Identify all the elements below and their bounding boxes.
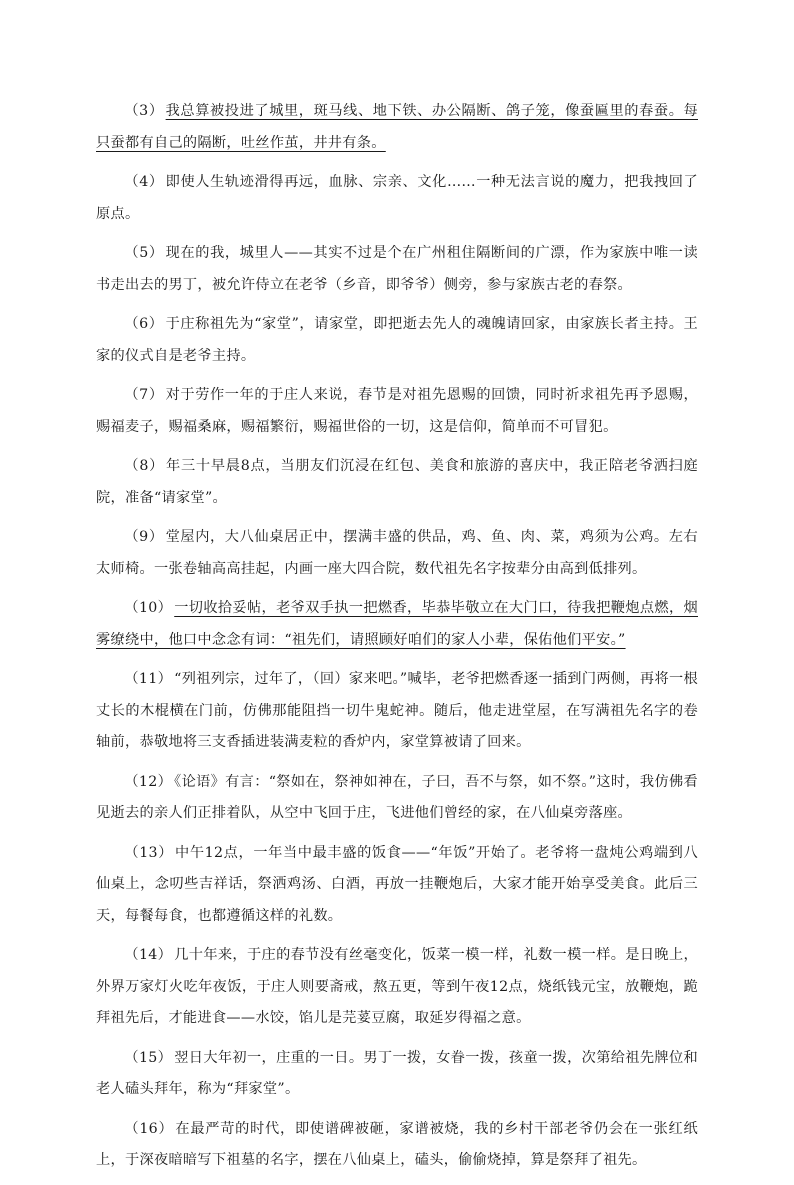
paragraph-number: （16） — [124, 1120, 174, 1137]
paragraph — [96, 522, 698, 585]
paragraph-number: （8） — [124, 458, 165, 474]
paragraph — [96, 593, 698, 656]
paragraph-number: （13） — [124, 844, 174, 861]
paragraph-number: （6） — [124, 316, 164, 332]
article-body — [96, 96, 698, 1185]
paragraph — [96, 767, 698, 830]
paragraph — [96, 309, 698, 372]
paragraph — [96, 238, 698, 301]
paragraph-number: （12） — [124, 773, 173, 790]
paragraph-text: 年三十早晨8点，当朋友们沉浸在红包、美食和旅游的喜庆中，我正陪老爷洒扫庭院，准备“请家堂”。 — [96, 458, 698, 506]
paragraph-text: 在最严苛的时代，即使谱碑被砸，家谱被烧，我的乡村干部老爷仍会在一张红纸上，于深夜暗暗写下祖墓的名字，摆在八仙桌上，磕头，偷偷烧掉，算是祭拜了祖先。 — [96, 1120, 698, 1168]
paragraph-text: 几十年来，于庄的春节没有丝毫变化，饭菜一模一样，礼数一模一样。是日晚上，外界万家灯火吃年夜饭，于庄人则要斋戒，熬五更，等到午夜12点，烧纸钱元宝，放鞭炮，跪拜祖先后，才能进食——水饺，馅儿是芫荽豆腐，取延岁得福之意。 — [96, 947, 698, 1026]
paragraph — [96, 664, 698, 759]
underlined-text: 我总算被投进了城里，斑马线、地下铁、办公隔断、鸽子笼，像蚕匾里的春蚕。每只蚕都有自己的隔断，吐丝作茧，井井有条。 — [96, 103, 698, 151]
paragraph-text: 《论语》有言：“祭如在，祭神如神在，子曰，吾不与祭，如不祭。”这时，我仿佛看见逝去的亲人们正排着队，从空中飞回于庄，飞进他们曾经的家，在八仙桌旁落座。 — [96, 773, 698, 821]
paragraph-number: （11） — [124, 671, 173, 687]
paragraph — [96, 838, 698, 933]
paragraph-text: 对于劳作一年的于庄人来说，春节是对祖先恩赐的回馈，同时祈求祖先再予恩赐，赐福麦子，赐福桑麻，赐福繁衍，赐福世俗的一切，这是信仰，简单而不可冒犯。 — [96, 387, 698, 435]
paragraph — [96, 380, 698, 443]
paragraph-text: “列祖列宗，过年了，（回）家来吧。”喊毕，老爷把燃香逐一插到门两侧，再将一根丈长的木棍横在门前，仿佛那能阻挡一切牛鬼蛇神。随后，他走进堂屋，在写满祖先名字的卷轴前，恭敬地将三支香插进装满麦粒的香炉内，家堂算被请了回来。 — [96, 671, 698, 750]
paragraph-number: （3） — [124, 103, 164, 119]
paragraph — [96, 451, 698, 514]
underlined-text: 一切收拾妥帖，老爷双手执一把燃香，毕恭毕敬立在大门口，待我把鞭炮点燃，烟雾缭绕中，他口中念念有词：“祖先们，请照顾好咱们的家人小辈，保佑他们平安。” — [96, 600, 698, 648]
paragraph-number: （5） — [124, 245, 164, 261]
paragraph-number: （14） — [124, 947, 173, 963]
paragraph-number: （10） — [124, 600, 173, 616]
paragraph-number: （15） — [124, 1049, 173, 1066]
paragraph — [96, 96, 698, 159]
paragraph-text: 堂屋内，大八仙桌居正中，摆满丰盛的供品，鸡、鱼、肉、菜，鸡须为公鸡。左右太师椅。一张卷轴高高挂起，内画一座大四合院，数代祖先名字按辈分由高到低排列。 — [96, 529, 698, 577]
paragraph — [96, 167, 698, 230]
paragraph-text: 即使人生轨迹滑得再远，血脉、宗亲、文化……一种无法言说的魔力，把我拽回了原点。 — [96, 174, 698, 222]
paragraph-text: 于庄称祖先为“家堂”，请家堂，即把逝去先人的魂魄请回家，由家族长者主持。王家的仪式自是老爷主持。 — [96, 316, 699, 364]
paragraph — [96, 940, 698, 1035]
paragraph — [96, 1043, 698, 1106]
paragraph-number: （9） — [124, 529, 164, 545]
paragraph-number: （4） — [124, 174, 164, 190]
paragraph-text: 现在的我，城里人——其实不过是个在广州租住隔断间的广漂，作为家族中唯一读书走出去的男丁，被允许侍立在老爷（乡音，即爷爷）侧旁，参与家族古老的春祭。 — [96, 245, 698, 293]
paragraph-text: 中午12点，一年当中最丰盛的饭食——“年饭”开始了。老爷将一盘炖公鸡端到八仙桌上，念叨些吉祥话，祭洒鸡汤、白酒，再放一挂鞭炮后，大家才能开始享受美食。此后三天，每餐每食，也都遵循这样的礼数。 — [96, 844, 698, 924]
paragraph-text: 翌日大年初一，庄重的一日。男丁一拨，女眷一拨，孩童一拨，次第给祖先牌位和老人磕头拜年，称为“拜家堂”。 — [96, 1049, 698, 1097]
paragraph-number: （7） — [124, 387, 164, 403]
